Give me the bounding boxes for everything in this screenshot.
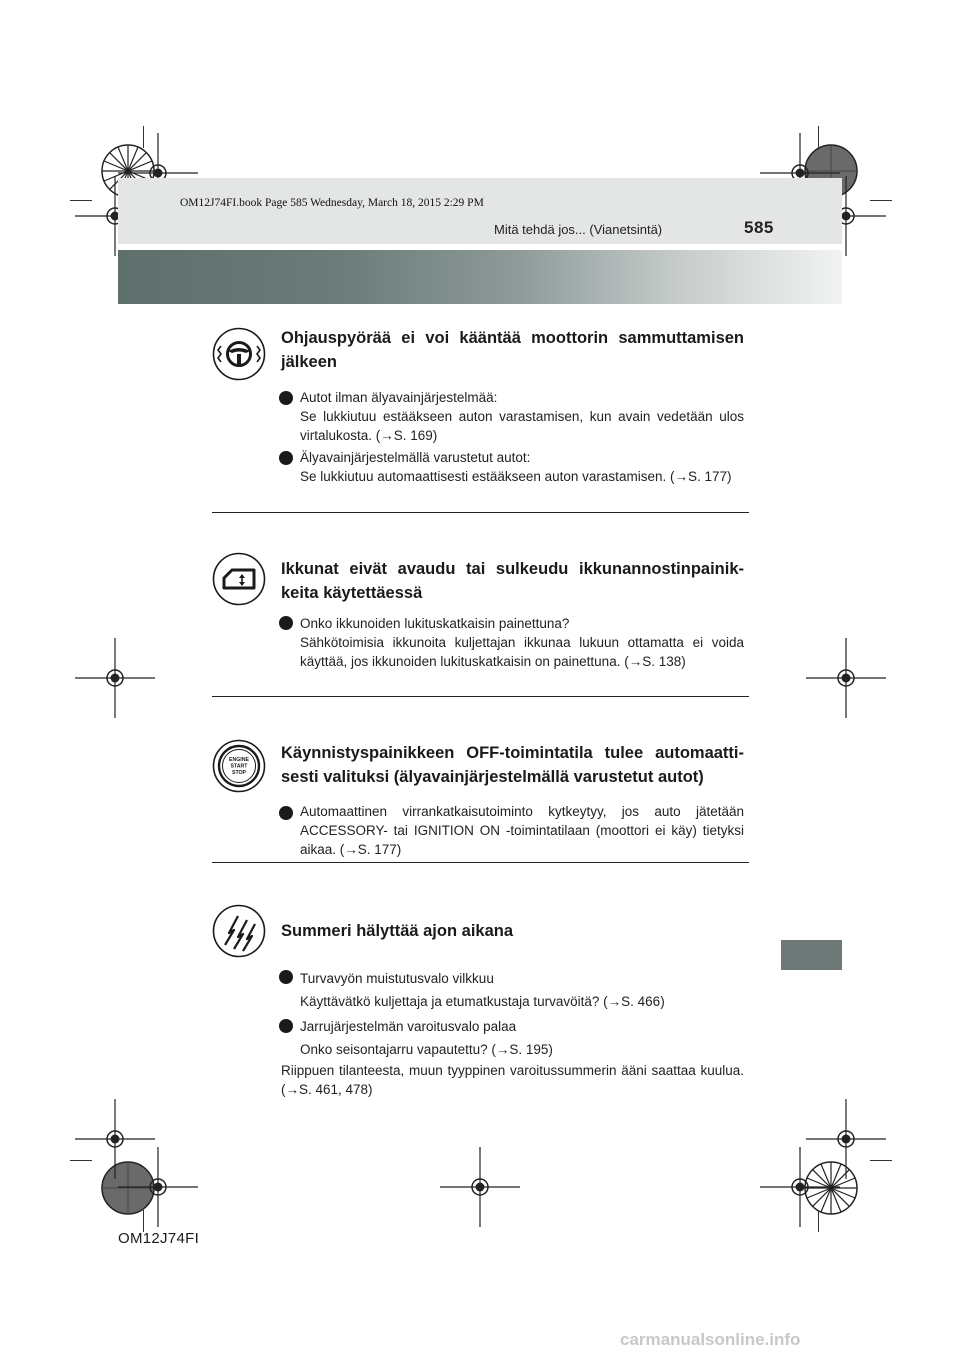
book-file-info: OM12J74FI.book Page 585 Wednesday, March 18, 2015 2:29 PM bbox=[180, 197, 484, 209]
item-detail: Sähkötoimisia ikkunoita kuljettajan ikkunaa lukuun ottamatta ei voida käyttää, jos ikkunoiden lukituskatkaisin on painettuna. (→S. 138) bbox=[300, 635, 744, 669]
crosshair-mark-mid-left bbox=[75, 638, 155, 718]
icon-label-engine: ENGINE bbox=[229, 757, 249, 763]
bullet-point bbox=[279, 616, 293, 630]
icon-label-start: START bbox=[230, 763, 248, 770]
crop-line bbox=[143, 1210, 144, 1232]
item-detail: Se lukkiutuu automaattisesti estääkseen auton varastamisen. (→S. 177) bbox=[300, 469, 732, 484]
section-note: Riippuen tilanteesta, muun tyyppinen varoitussummerin ääni saattaa kuulua. (→S. 461, 478) bbox=[281, 1063, 744, 1097]
crosshair-mark-bottom-1 bbox=[118, 1147, 198, 1227]
chapter-thumb-tab bbox=[781, 940, 842, 970]
list-item bbox=[300, 1015, 744, 1061]
crop-line bbox=[70, 1160, 92, 1161]
list-item bbox=[300, 802, 744, 859]
bullet-point bbox=[279, 391, 293, 405]
buzzer-sound-icon bbox=[212, 904, 266, 958]
steering-wheel-warning-icon bbox=[212, 327, 266, 381]
list-item bbox=[300, 967, 744, 1013]
header-band bbox=[118, 178, 842, 244]
manual-code: OM12J74FI bbox=[118, 1230, 200, 1247]
item-detail: Automaattinen virrankatkaisutoiminto kytkeytyy, jos auto jätetään ACCESSORY- tai IGNITION ON -toimintatilaan (moottori ei käy) tietyksi aikaa. (→S. 177) bbox=[300, 804, 744, 857]
list-item bbox=[300, 614, 744, 671]
engine-start-stop-button-icon bbox=[212, 739, 266, 793]
crosshair-mark-bottom-center bbox=[440, 1147, 520, 1227]
chapter-title-bar bbox=[118, 250, 842, 304]
bullet-point bbox=[279, 451, 293, 465]
item-title: Jarrujärjestelmän varoitusvalo palaa bbox=[300, 1019, 517, 1034]
item-title: Älyavainjärjestelmällä varustetut autot: bbox=[300, 450, 531, 465]
item-detail: Onko seisontajarru vapautettu? (→S. 195) bbox=[300, 1042, 553, 1057]
item-detail: Käyttävätkö kuljettaja ja etumatkustaja turvavöitä? (→S. 466) bbox=[300, 994, 665, 1009]
crop-line bbox=[143, 126, 144, 148]
section-heading-steering: Ohjauspyörää ei voi kääntää moottorin sammuttamisen jälkeen bbox=[281, 329, 744, 371]
crosshair-mark-mid-right bbox=[806, 638, 886, 718]
crosshair-mark-bottom-2 bbox=[760, 1147, 840, 1227]
section-divider bbox=[212, 696, 749, 697]
list-item bbox=[300, 388, 744, 445]
crop-line bbox=[870, 1160, 892, 1161]
section-heading-start-button: Käynnistyspainikkeen OFF-toimintatila tulee automaatti-sesti valituksi (älyavainjärjestelmällä varustetut autot) bbox=[281, 744, 744, 786]
section-title: Mitä tehdä jos... (Vianetsintä) bbox=[494, 222, 663, 237]
section-divider bbox=[212, 512, 749, 513]
page-number: 585 bbox=[744, 218, 774, 237]
bullet-point bbox=[279, 806, 293, 820]
crop-line bbox=[70, 200, 92, 201]
crop-line bbox=[818, 1210, 819, 1232]
item-title: Autot ilman älyavainjärjestelmää: bbox=[300, 390, 498, 405]
site-watermark: carmanualsonline.info bbox=[620, 1330, 801, 1349]
section-heading-buzzer: Summeri hälyttää ajon aikana bbox=[281, 922, 514, 940]
crop-line bbox=[870, 200, 892, 201]
section-divider bbox=[212, 862, 749, 863]
crop-line bbox=[818, 126, 819, 148]
item-title: Onko ikkunoiden lukituskatkaisin painettuna? bbox=[300, 616, 570, 631]
bullet-point bbox=[279, 970, 293, 984]
list-item bbox=[300, 448, 744, 486]
item-detail: Se lukkiutuu estääkseen auton varastamisen, kun avain vedetään ulos virtalukosta. (→S. 169) bbox=[300, 409, 744, 443]
power-window-icon bbox=[212, 552, 266, 606]
section-heading-windows: Ikkunat eivät avaudu tai sulkeudu ikkunannostinpainik-keita käytettäessä bbox=[281, 560, 744, 602]
icon-label-stop: STOP bbox=[231, 770, 247, 776]
item-title: Turvavyön muistutusvalo vilkkuu bbox=[300, 971, 494, 986]
bullet-point bbox=[279, 1019, 293, 1033]
